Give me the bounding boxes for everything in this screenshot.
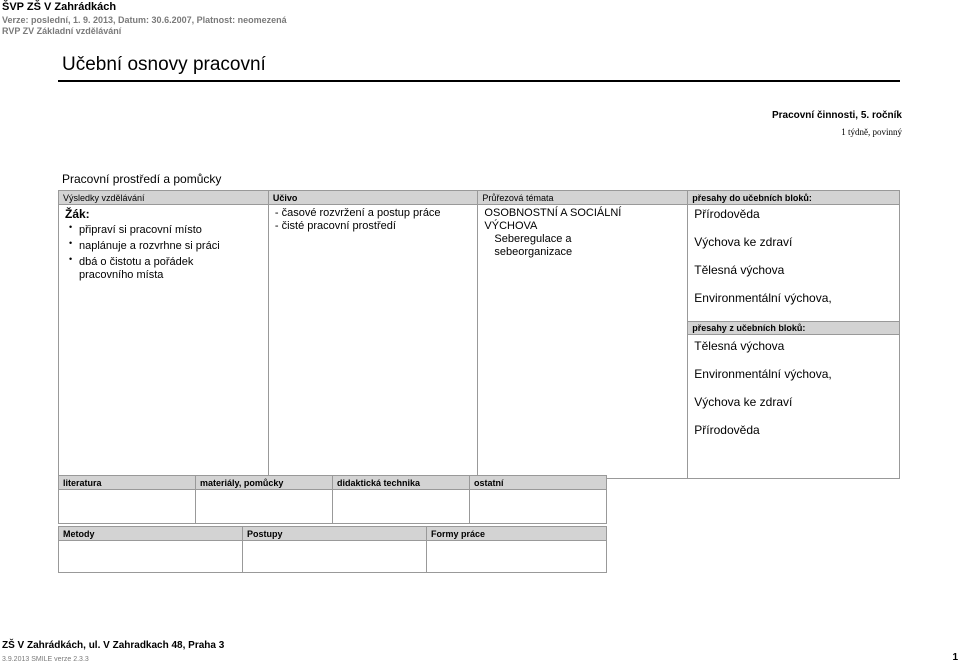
methods-content-row (59, 541, 607, 573)
link-from-item[interactable]: Výchova ke zdraví (694, 395, 793, 409)
methods-cell (59, 541, 243, 573)
outcome-item: • připraví si pracovní místo (69, 224, 268, 237)
header-didakticka-technika: didaktická technika (333, 476, 470, 490)
outcome-item: • dbá o čistotu a pořádek pracovního místa (69, 256, 219, 282)
page-title: Učební osnovy pracovní (62, 54, 266, 75)
link-to-item[interactable]: Výchova ke zdraví (694, 235, 793, 249)
section-title: Pracovní prostředí a pomůcky (62, 172, 222, 186)
resources-content-row (59, 490, 607, 524)
header-version-line: Verze: poslední, 1. 9. 2013, Datum: 30.6.2007, Platnost: neomezená (2, 15, 287, 25)
link-from-item[interactable]: Přírodověda (694, 423, 760, 437)
links-from-header: přesahy z učebních bloků: (688, 321, 900, 335)
header-materialy: materiály, pomůcky (196, 476, 333, 490)
header-postupy: Postupy (243, 527, 427, 541)
footer-version: 3.9.2013 SMILE verze 2.3.3 (2, 656, 89, 663)
outcomes-cell (59, 205, 269, 479)
link-to-item[interactable]: Přírodověda (694, 207, 760, 221)
temata-sub: Seberegulace a sebeorganizace (494, 233, 573, 258)
outcome-item: • naplánuje a rozvrhne si práci (69, 240, 268, 253)
header-metody: Metody (59, 527, 243, 541)
link-to-item[interactable]: Tělesná výchova (694, 263, 785, 277)
methods-cell (427, 541, 607, 573)
header-temata: Průřezová témata (478, 191, 688, 205)
methods-cell (243, 541, 427, 573)
methods-header-row (59, 527, 607, 541)
methods-table (58, 526, 607, 573)
subject-name: Pracovní činnosti, 5. ročník (771, 110, 902, 121)
ucivo-cell (268, 205, 478, 479)
title-divider (58, 80, 900, 82)
ucivo-item: - časové rozvržení a postup práce (274, 207, 441, 219)
footer-school-address: ZŠ V Zahrádkách, ul. V Zahradkach 48, Praha 3 (2, 640, 225, 651)
outcomes-list (59, 224, 268, 282)
resources-header-row (59, 476, 607, 490)
page-number: 1 (952, 652, 958, 663)
header-formy-prace: Formy práce (427, 527, 607, 541)
resources-cell (333, 490, 470, 524)
temata-main: OSOBNOSTNÍ A SOCIÁLNÍ VÝCHOVA (484, 207, 622, 232)
subject-hours: 1 týdně, povinný (841, 127, 902, 137)
header-links-to: přesahy do učebních bloků: (688, 191, 900, 205)
header-outcomes: Výsledky vzdělávání (59, 191, 269, 205)
resources-cell (59, 490, 196, 524)
link-from-item[interactable]: Environmentální výchova, (694, 367, 832, 381)
curriculum-table (58, 190, 900, 479)
header-school-name: ŠVP ZŠ V Zahrádkách (2, 1, 117, 13)
ucivo-item: - čisté pracovní prostředí (274, 220, 396, 232)
header-literatura: literatura (59, 476, 196, 490)
header-ucivo: Učivo (268, 191, 478, 205)
resources-cell (470, 490, 607, 524)
link-to-item[interactable]: Environmentální výchova, (694, 291, 832, 305)
curriculum-header-row (59, 191, 900, 205)
temata-cell (478, 205, 688, 479)
curriculum-content-row (59, 205, 900, 479)
resources-table (58, 475, 607, 524)
zak-label: Žák: (65, 207, 90, 221)
header-program-line: RVP ZV Základní vzdělávání (2, 26, 122, 36)
links-cell (688, 205, 900, 479)
link-from-item[interactable]: Tělesná výchova (694, 339, 785, 353)
resources-cell (196, 490, 333, 524)
header-ostatni: ostatní (470, 476, 607, 490)
